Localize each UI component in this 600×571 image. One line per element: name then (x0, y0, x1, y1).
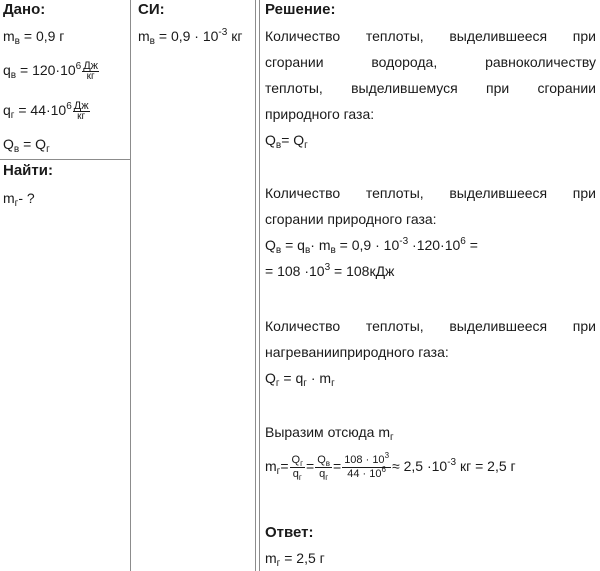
column-divider-1 (130, 0, 131, 571)
given-qv: $q_в = 120\cdot 10^6$ Дж кг (3, 60, 99, 82)
given-heat-equality: $Q_в = Q_г$ (3, 136, 50, 155)
solution-paragraph-2-line-2: сгорании природного газа: (265, 211, 437, 227)
si-heading: СИ: (138, 1, 165, 18)
equation-hydrogen-heat: $Q_в = q_в\cdot m_в = 0,9 \cdot 10^{-3} \cdot 120\cdot 10^6$ = (265, 236, 478, 256)
given-qg: $q_г = 44\cdot 10^6$ Дж кг (3, 100, 89, 122)
solution-paragraph-4: Выразим отсюда $m_г$ (265, 424, 394, 443)
solution-paragraph-1-line-2: сгорании водорода, равноколичеству (265, 54, 596, 70)
solution-paragraph-3-line-2: нагреванииприродного газа: (265, 344, 449, 360)
column-divider-3 (259, 0, 260, 571)
answer-heading: Ответ: (265, 524, 314, 541)
column-divider-2 (255, 0, 256, 571)
given-find-divider (0, 159, 130, 160)
equation-gas-heat: $Q_г = q_г \cdot m_г$ (265, 370, 335, 389)
solution-paragraph-1-line-4: природного газа: (265, 106, 375, 122)
find-heading: Найти: (3, 162, 53, 179)
equation-heat-equality: $Q_в= Q_г$ (265, 132, 308, 151)
solution-paragraph-3-line-1: Количество теплоты, выделившееся при (265, 318, 596, 334)
fraction-hydrogen-heat-over-specific-heat: $\frac{Q_в}{q_г}$ (317, 453, 330, 482)
unit-fraction: Дж кг (73, 100, 89, 122)
solution-paragraph-1-line-3: теплоты, выделившемуся при сгорании (265, 80, 596, 96)
given-heading: Дано: (3, 1, 46, 18)
solution-paragraph-2-line-1: Количество теплоты, выделившееся при (265, 185, 596, 201)
given-mv: $m_в = 0,9$ г (3, 28, 65, 47)
fraction-heat-over-specific-heat: $\frac{Q_г}{q_г}$ (291, 453, 303, 482)
answer-value: $m_г = 2,5$ г (265, 550, 325, 569)
si-mv: $m_в = 0,9 \cdot 10^{-3}$ кг (138, 27, 243, 47)
solution-paragraph-1-line-1: Количество теплоты, выделившееся при (265, 28, 596, 44)
equation-gas-mass: $m_г=$ $\frac{Q_г}{q_г}$ = $\frac{Q_в}{q_г}$ = $\frac{108 \cdot 10^3}{44 \cdot 10^6}$ ≈ $2,5 \cdot 10^{-3}$ кг = 2,5 г (265, 450, 516, 482)
solution-heading: Решение: (265, 1, 336, 18)
equation-hydrogen-heat-result: = $108 \cdot 10^3 = 108кДж$ (265, 262, 395, 279)
fraction-numeric: $\frac{108 \cdot 10^3}{44 \cdot 10^6}$ (344, 450, 390, 480)
find-mg: $m_г-$ ? (3, 190, 35, 209)
unit-fraction: Дж кг (83, 60, 99, 82)
